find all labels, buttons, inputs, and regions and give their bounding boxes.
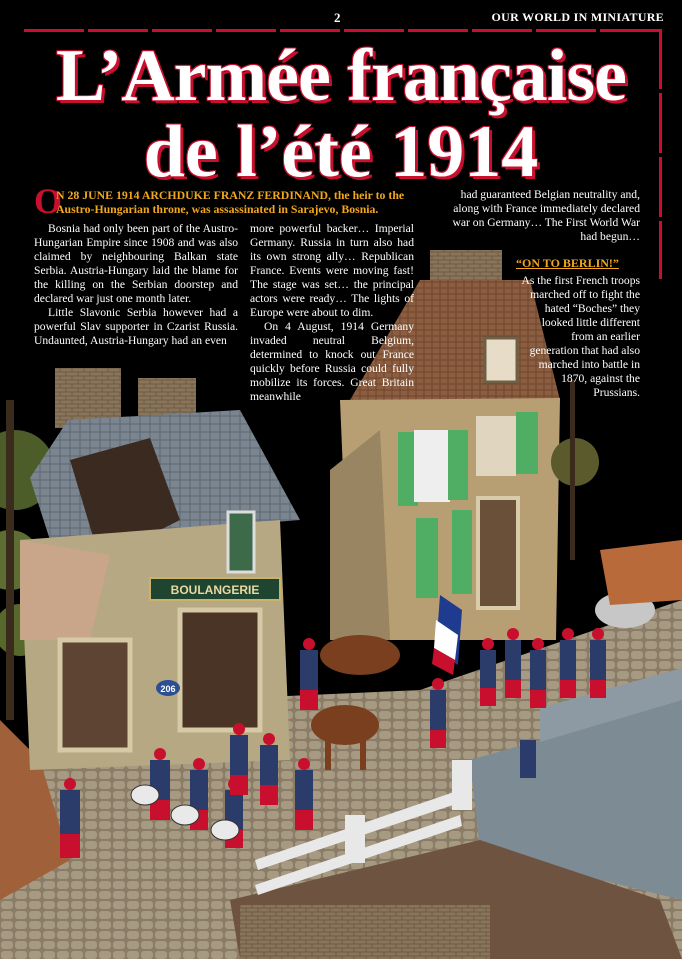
drop-cap: O [34,181,63,221]
article-column-3 [452,188,640,244]
ruined-boulangerie [20,368,300,770]
col1-paragraph-2: Little Slavonic Serbia however had a powerful Slav supporter in Czarist Russia. Undaunted, Austria-Hungary had an even [34,306,238,347]
page-number: 2 [334,10,341,25]
headline-line-1: L’Armée française [55,35,626,117]
running-title: OUR WORLD IN MINIATURE [491,10,664,24]
article-column-2 [250,222,414,404]
shop-sign: BOULANGERIE [170,583,260,597]
col3-paragraph-2: As the first French troops marched off to fight the hated “Boches” they looked little different from an earlier generation that had also marched into battle in 1870, against the Prussians. [521,274,640,399]
col2-paragraph-2: On 4 August, 1914 Germany invaded neutral Belgium, determined to knock out France quickly before Russia could fully mobilize its forces. Great Britain meanwhile [250,320,414,403]
lead-text: N 28 JUNE 1914 ARCHDUKE FRANZ FERDINAND, the heir to the Austro-Hungarian throne, was assassinated in Sarajevo, Bosnia. [56,188,405,216]
col1-paragraph-1: Bosnia had only been part of the Austro-Hungarian Empire since 1908 and was also claimed by neighbouring Balkan state Serbia. Austria-Hungary laid the blame for the killing on the Serbian doorstep and declared war just one month later. [34,222,238,305]
headline-line-2: de l’été 1914 [143,111,539,193]
top-border-rule [24,29,662,32]
article-column-3b [520,274,640,400]
article-column-1 [34,222,238,348]
section-subhead: “ON TO BERLIN!” [516,256,619,270]
lead-paragraph [34,181,414,221]
col2-paragraph-1: more powerful backer… Imperial Germany. Russia in turn also had its own strong ally… Republican France. Events were moving fast! The stage was set… the principal actors were ready… The lights of Europe were about to dim. [250,222,414,319]
house-number: 206 [160,684,176,694]
col3-paragraph-1: had guaranteed Belgian neutrality and, along with France immediately declared war on Germany… The First World War had begun… [452,188,640,243]
